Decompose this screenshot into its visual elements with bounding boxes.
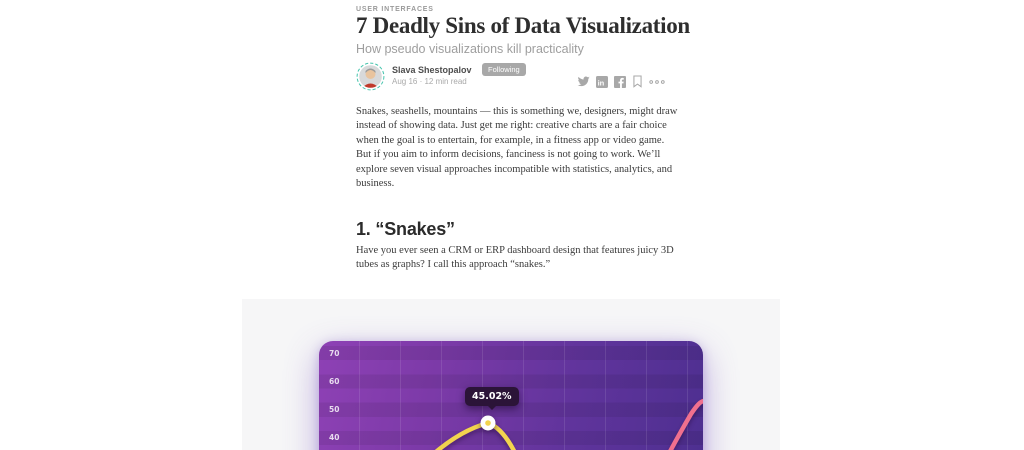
y-axis-tick: 70 — [329, 349, 340, 358]
y-axis-tick: 50 — [329, 405, 340, 414]
facebook-share-button[interactable] — [613, 75, 626, 88]
bookmark-button[interactable] — [631, 75, 644, 88]
twitter-share-button[interactable] — [577, 75, 590, 88]
linkedin-icon — [596, 76, 608, 88]
author-name-link[interactable]: Slava Shestopalov — [392, 65, 472, 75]
kicker-tag-link[interactable]: USER INTERFACES — [356, 6, 434, 13]
purple-line-chart — [319, 341, 703, 450]
intro-paragraph: Snakes, seashells, mountains — this is something we, designers, might draw instead of showing data. Just get me right: creative charts are a fair choice when the goal is to entertain, for example, in a fitness app or video game. But if you aim to inform decisions, fanciness is not going to work. We’ll explore seven visual approaches incompatible with statistics, analytics, and business. — [356, 106, 678, 190]
author-meta: Aug 16 · 12 min read — [392, 77, 467, 86]
avatar-image — [356, 62, 385, 91]
share-toolbar — [577, 75, 665, 88]
more-icon — [649, 79, 665, 85]
bookmark-icon — [632, 75, 643, 88]
following-badge[interactable]: Following — [482, 63, 526, 76]
yellow-series-line — [411, 423, 527, 450]
section-heading-snakes: 1. “Snakes” — [356, 219, 455, 239]
article-subtitle: How pseudo visualizations kill practicality — [356, 42, 584, 56]
facebook-icon — [614, 76, 626, 88]
author-avatar[interactable] — [356, 62, 385, 91]
linkedin-share-button[interactable] — [595, 75, 608, 88]
more-options-button[interactable] — [649, 75, 665, 88]
chart-figure-image[interactable] — [242, 299, 780, 450]
chart-tooltip: 45.02% — [465, 387, 519, 406]
author-row — [356, 62, 667, 92]
y-axis-tick: 40 — [329, 433, 340, 442]
snakes-paragraph: Have you ever seen a CRM or ERP dashboard design that features juicy 3D tubes as graphs? I call this approach “snakes.” — [356, 245, 674, 271]
article-title: 7 Deadly Sins of Data Visualization — [356, 13, 690, 38]
y-axis-tick: 60 — [329, 377, 340, 386]
pink-series-line — [657, 401, 703, 450]
twitter-icon — [577, 75, 590, 88]
svg-text:in: in — [597, 78, 604, 88]
data-point-marker — [481, 416, 496, 431]
